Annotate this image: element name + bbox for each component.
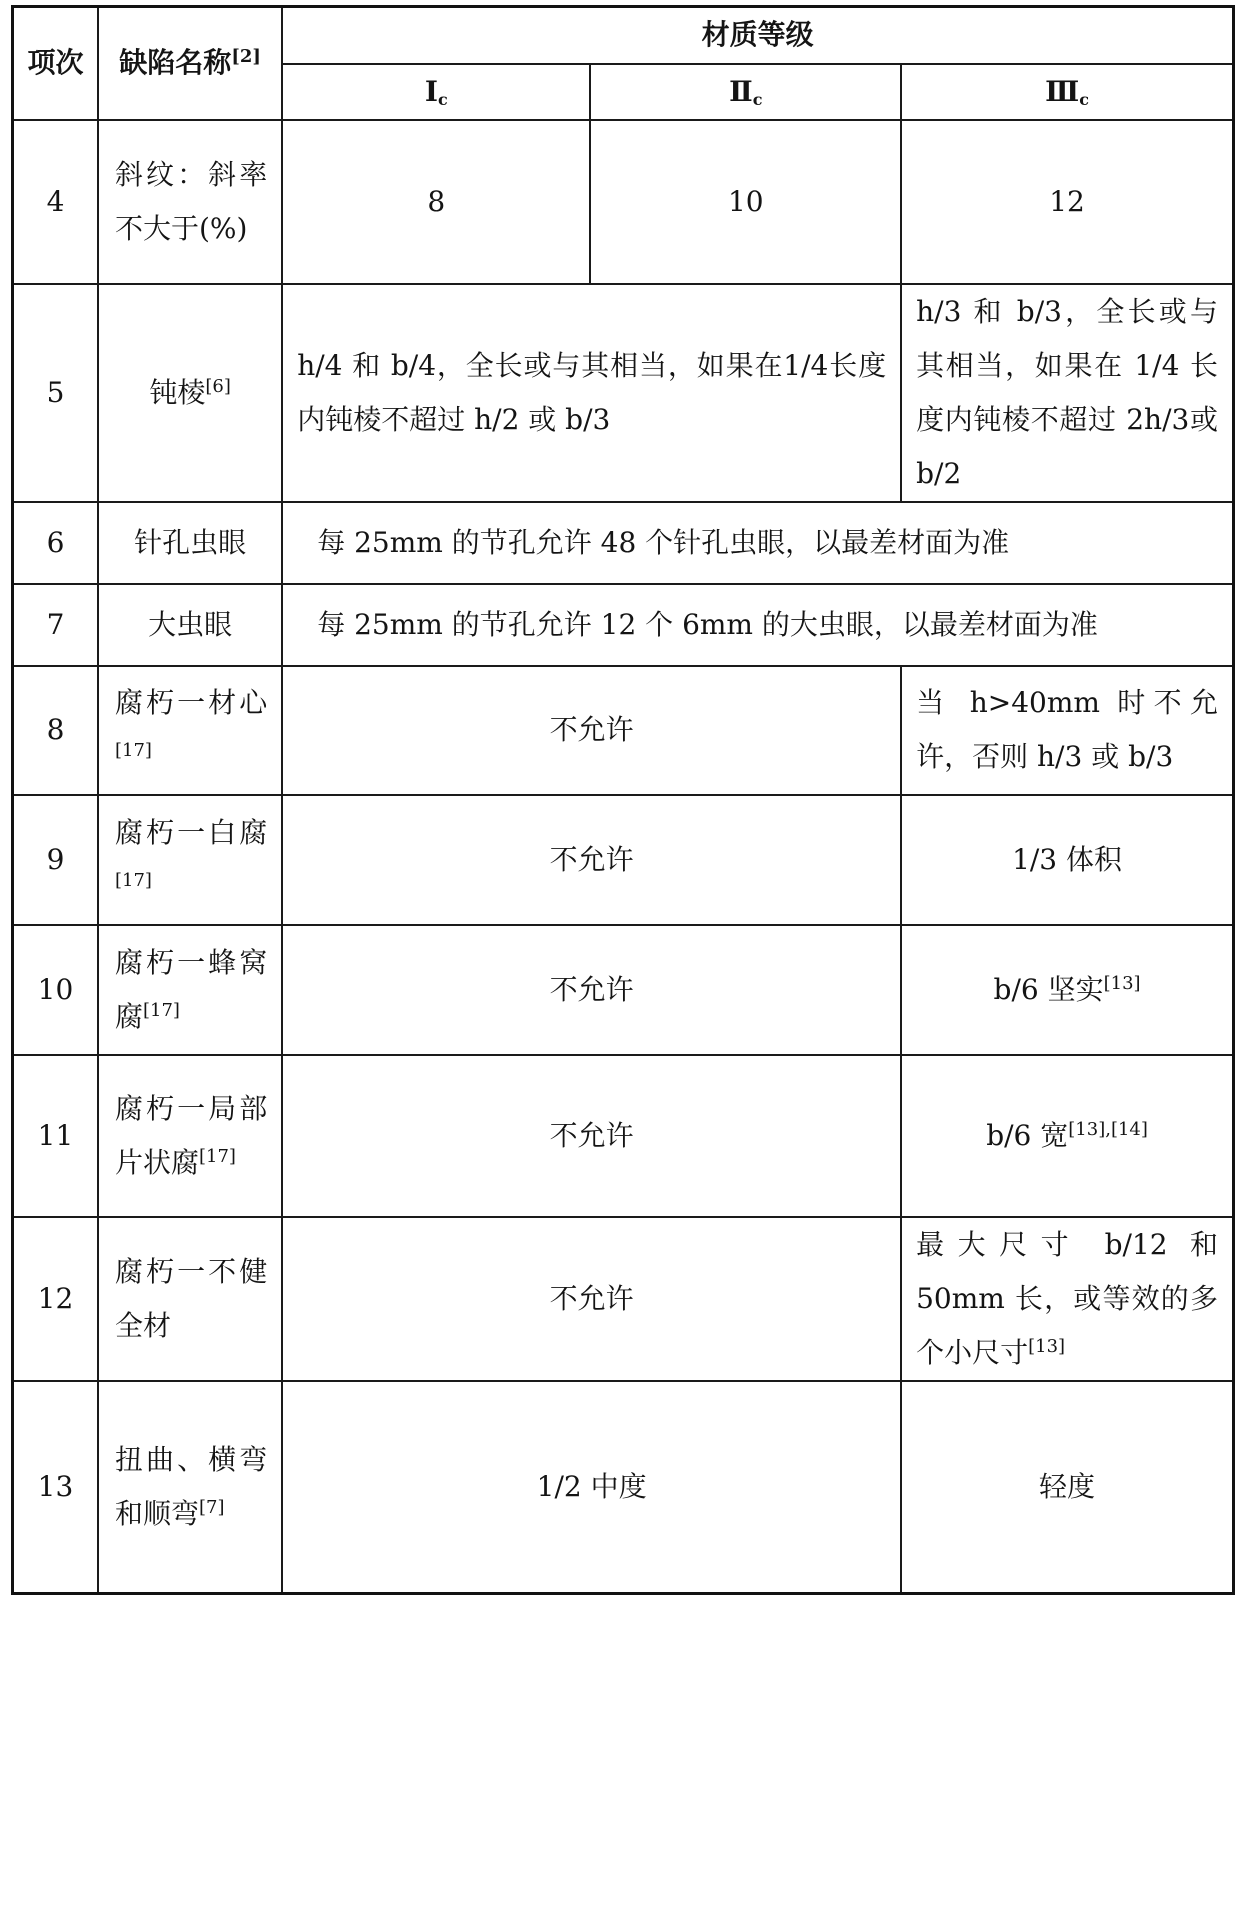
grade-all-value: 每 25mm 的节孔允许 48 个针孔虫眼，以最差材面为准 bbox=[282, 502, 1233, 584]
table-row bbox=[13, 120, 1234, 284]
grade-3-value: h/3 和 b/3，全长或与其相当，如果在 1/4 长度内钝棱不超过 2h/3或 b/2 bbox=[901, 284, 1233, 502]
grade-3-value: 轻度 bbox=[901, 1381, 1233, 1594]
table-row bbox=[13, 666, 1234, 795]
header-grade-3: $Ⅲ_c$ bbox=[901, 64, 1233, 120]
grade-1-2-value: h/4 和 b/4，全长或与其相当，如果在1/4长度内钝棱不超过 h/2 或 b/3 bbox=[282, 284, 901, 502]
row-index: 11 bbox=[13, 1055, 98, 1217]
table-row bbox=[13, 584, 1234, 666]
grade-1-2-value: 不允许 bbox=[282, 1217, 901, 1381]
row-index: 9 bbox=[13, 795, 98, 925]
grade-all-value: 每 25mm 的节孔允许 12 个 6mm 的大虫眼，以最差材面为准 bbox=[282, 584, 1233, 666]
row-index: 7 bbox=[13, 584, 98, 666]
row-index: 13 bbox=[13, 1381, 98, 1594]
grade-1-2-value: 1/2 中度 bbox=[282, 1381, 901, 1594]
row-index: 4 bbox=[13, 120, 98, 284]
defect-name: 扭曲、横弯和顺弯[7] bbox=[98, 1381, 282, 1594]
defect-name: 针孔虫眼 bbox=[98, 502, 282, 584]
defect-name: 钝棱[6] bbox=[98, 284, 282, 502]
row-index: 12 bbox=[13, 1217, 98, 1381]
defect-name: 腐朽一蜂窝腐[17] bbox=[98, 925, 282, 1055]
table-row bbox=[13, 795, 1234, 925]
grade-3-value: 1/3 体积 bbox=[901, 795, 1233, 925]
header-grade-1: $Ⅰ_c$ bbox=[282, 64, 590, 120]
header-grade-2: $Ⅱ_c$ bbox=[590, 64, 901, 120]
table-row bbox=[13, 1055, 1234, 1217]
grade-3-value: b/6 宽[13],[14] bbox=[901, 1055, 1233, 1217]
defect-name: 腐朽一白腐[17] bbox=[98, 795, 282, 925]
defect-grade-table-wrapper bbox=[11, 5, 1235, 1595]
table-row bbox=[13, 925, 1234, 1055]
table-row bbox=[13, 1381, 1234, 1594]
row-index: 10 bbox=[13, 925, 98, 1055]
grade-2-value: 10 bbox=[590, 120, 901, 284]
row-index: 8 bbox=[13, 666, 98, 795]
header-defect-name: 缺陷名称[2] bbox=[98, 7, 282, 120]
grade-1-2-value: 不允许 bbox=[282, 925, 901, 1055]
grade-1-2-value: 不允许 bbox=[282, 1055, 901, 1217]
defect-name: 腐朽一材心[17] bbox=[98, 666, 282, 795]
defect-grade-table bbox=[11, 5, 1235, 1595]
grade-3-value: 当 h>40mm 时不允许，否则 h/3 或 b/3 bbox=[901, 666, 1233, 795]
table-row bbox=[13, 1217, 1234, 1381]
grade-1-2-value: 不允许 bbox=[282, 666, 901, 795]
header-row-1 bbox=[13, 7, 1234, 64]
grade-3-value: b/6 坚实[13] bbox=[901, 925, 1233, 1055]
row-index: 5 bbox=[13, 284, 98, 502]
grade-1-2-value: 不允许 bbox=[282, 795, 901, 925]
defect-name: 腐朽一局部片状腐[17] bbox=[98, 1055, 282, 1217]
defect-name: 斜纹：斜率不大于(%) bbox=[98, 120, 282, 284]
grade-3-value: 最大尺寸 b/12 和 50mm 长，或等效的多个小尺寸[13] bbox=[901, 1217, 1233, 1381]
table-row bbox=[13, 284, 1234, 502]
defect-name: 腐朽一不健全材 bbox=[98, 1217, 282, 1381]
table-row bbox=[13, 502, 1234, 584]
defect-name: 大虫眼 bbox=[98, 584, 282, 666]
grade-1-value: 8 bbox=[282, 120, 590, 284]
header-index: 项次 bbox=[13, 7, 98, 120]
header-grade-group: 材质等级 bbox=[282, 7, 1233, 64]
grade-3-value: 12 bbox=[901, 120, 1233, 284]
row-index: 6 bbox=[13, 502, 98, 584]
